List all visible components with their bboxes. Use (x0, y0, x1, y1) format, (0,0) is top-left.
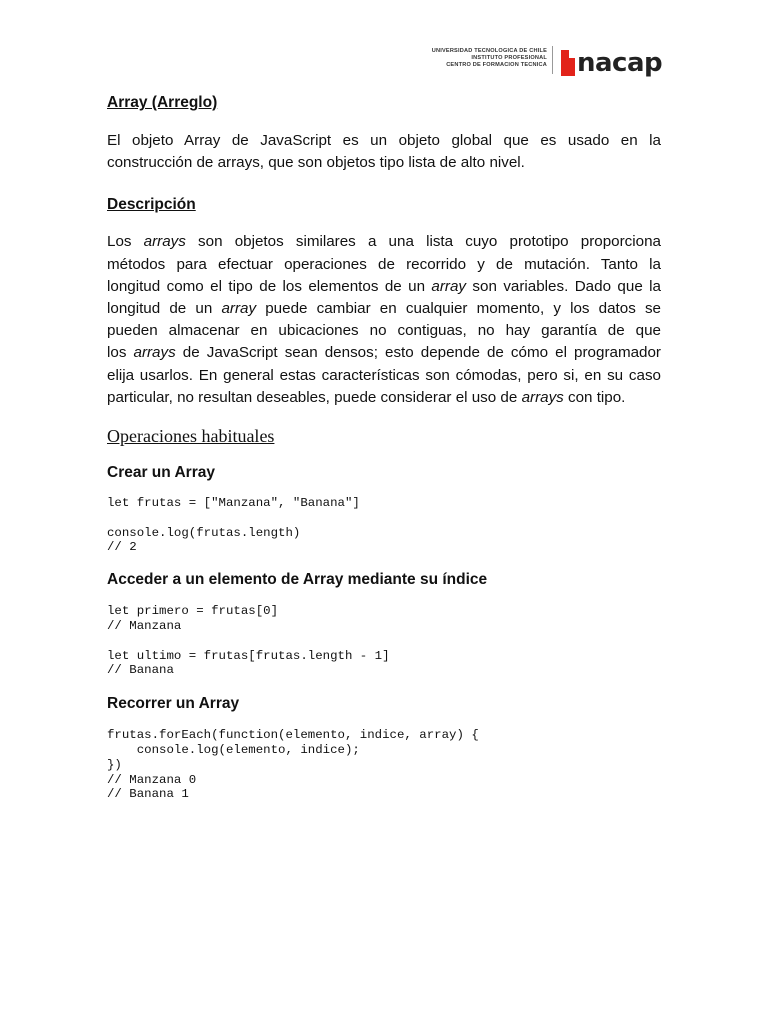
iterate-array-code: frutas.forEach(function(elemento, indice, array) { console.log(elemento, indice); }) // Manzana 0 // Banana 1 (107, 728, 479, 802)
text-line (107, 342, 661, 364)
italic-term: arrays (133, 344, 176, 362)
logo-text: nacap (577, 48, 663, 78)
italic-term: arrays (143, 233, 186, 251)
text-run: particular, no resultan deseables, puede considerar el uso de (107, 388, 522, 406)
text-run: son variables. Dado que la (466, 277, 661, 295)
text-run: longitud como el tipo de los elementos de un (107, 277, 432, 295)
logo-divider (552, 46, 553, 74)
text-run: los (107, 344, 134, 362)
create-array-heading: Crear un Array (107, 464, 215, 482)
text-line (107, 365, 661, 387)
description-paragraph (107, 231, 661, 409)
text-run: longitud de un (107, 300, 222, 318)
operations-heading: Operaciones habituales (107, 426, 275, 447)
italic-term: array (221, 300, 257, 318)
institution-name (387, 48, 547, 69)
intro-paragraph (107, 130, 661, 174)
institution-line: CENTRO DE FORMACION TECNICA (446, 62, 547, 68)
text-line (107, 320, 661, 342)
text-line (107, 276, 661, 298)
text-run: con tipo. (563, 388, 626, 406)
page-title: Array (Arreglo) (107, 94, 218, 111)
access-element-code: let primero = frutas[0] // Manzana let ultimo = frutas[frutas.length - 1] // Banana (107, 604, 390, 678)
text-run: son objetos similares a una lista cuyo prototipo proporciona (185, 233, 661, 251)
description-heading: Descripción (107, 196, 196, 214)
italic-term: arrays (521, 388, 564, 406)
iterate-array-heading: Recorrer un Array (107, 695, 240, 713)
text-run: de JavaScript sean densos; esto depende de cómo el programador (175, 344, 661, 362)
text-line: El objeto Array de JavaScript es un objeto global que es usado en la (107, 132, 661, 149)
access-element-heading: Acceder a un elemento de Array mediante su índice (107, 571, 488, 589)
text-line: construcción de arrays, que son objetos tipo lista de alto nivel. (107, 154, 525, 172)
text-run: Los (107, 233, 144, 251)
text-line (107, 298, 661, 320)
logo-mark-icon (561, 50, 575, 76)
text-run: puede cambiar en cualquier momento, y los datos se (256, 300, 661, 318)
text-run: métodos para efectuar operaciones de recorrido y de mutación. Tanto la (107, 255, 661, 273)
create-array-code: let frutas = ["Manzana", "Banana"] console.log(frutas.length) // 2 (107, 496, 360, 555)
text-run: elija usarlos. En general estas características son cómodas, pero si, en su caso (107, 366, 661, 384)
italic-term: array (431, 277, 467, 295)
text-line (107, 387, 661, 409)
text-run: pueden almacenar en ubicaciones no contiguas, no hay garantía de que (107, 322, 661, 340)
page-header (0, 44, 768, 84)
document-body (107, 92, 661, 802)
text-line (107, 231, 661, 253)
inacap-logo (561, 46, 662, 76)
text-line (107, 254, 661, 276)
institution-line: UNIVERSIDAD TECNOLOGICA DE CHILE (431, 48, 547, 54)
institution-line: INSTITUTO PROFESIONAL (471, 55, 547, 61)
